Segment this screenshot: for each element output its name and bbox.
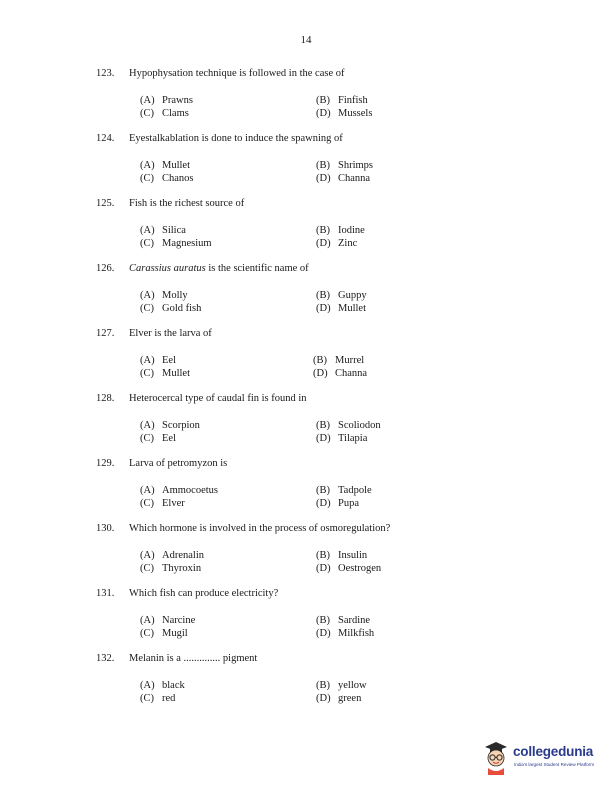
option-d: (D) Zinc: [316, 238, 358, 249]
option-d: (D) green: [316, 693, 362, 704]
question-number: 126.: [96, 263, 115, 274]
option-b: (B) Shrimps: [316, 160, 374, 171]
question-list: [96, 67, 596, 717]
question-127: [96, 327, 596, 392]
student-mascot-icon: [481, 739, 511, 775]
option-d: (D) Mussels: [316, 108, 373, 119]
option-c: (C) red: [140, 693, 176, 704]
brand-tagline: India's largest Student Review Platform: [514, 762, 595, 767]
collegedunia-logo: [481, 739, 606, 775]
option-a: (A) Adrenalin: [140, 550, 204, 561]
question-number: 132.: [96, 653, 115, 664]
option-b: (B) Guppy: [316, 290, 367, 301]
question-text: Melanin is a .............. pigment: [129, 653, 258, 664]
brand-name: collegedunia: [513, 744, 594, 759]
option-c: (C) Eel: [140, 433, 176, 444]
option-b: (B) yellow: [316, 680, 367, 691]
question-128: [96, 392, 596, 457]
question-129: [96, 457, 596, 522]
option-c: (C) Elver: [140, 498, 185, 509]
option-a: (A) Silica: [140, 225, 186, 236]
question-text: Heterocercal type of caudal fin is found in: [129, 393, 307, 404]
question-125: [96, 197, 596, 262]
options: [140, 549, 596, 575]
question-132: [96, 652, 596, 717]
option-c: (C) Chanos: [140, 173, 194, 184]
options: [140, 354, 596, 380]
question-text: Which hormone is involved in the process of osmoregulation?: [129, 523, 391, 534]
option-d: (D) Milkfish: [316, 628, 375, 639]
question-number: 125.: [96, 198, 115, 209]
question-130: [96, 522, 596, 587]
question-text: Elver is the larva of: [129, 328, 212, 339]
option-d: (D) Channa: [313, 368, 368, 379]
option-b: (B) Iodine: [316, 225, 365, 236]
option-b: (B) Sardine: [316, 615, 371, 626]
question-text: Which fish can produce electricity?: [129, 588, 279, 599]
option-c: (C) Mugil: [140, 628, 188, 639]
option-d: (D) Oestrogen: [316, 563, 382, 574]
options: [140, 484, 596, 510]
question-126: [96, 262, 596, 327]
question-number: 127.: [96, 328, 115, 339]
question-number: 131.: [96, 588, 115, 599]
option-b: (B) Scoliodon: [316, 420, 381, 431]
option-a: (A) Ammocoetus: [140, 485, 218, 496]
options: [140, 289, 596, 315]
options: [140, 679, 596, 705]
question-131: [96, 587, 596, 652]
option-c: (C) Clams: [140, 108, 189, 119]
question-number: 130.: [96, 523, 115, 534]
option-b: (B) Murrel: [313, 355, 365, 366]
page-number: 14: [300, 34, 312, 46]
option-c: (C) Mullet: [140, 368, 190, 379]
option-a: (A) Eel: [140, 355, 176, 366]
option-d: (D) Pupa: [316, 498, 359, 509]
option-c: (C) Thyroxin: [140, 563, 202, 574]
options: [140, 224, 596, 250]
option-a: (A) Mullet: [140, 160, 190, 171]
scientific-name: Carassius auratus: [129, 263, 206, 274]
options: [140, 94, 596, 120]
question-text: Fish is the richest source of: [129, 198, 245, 209]
option-d: (D) Mullet: [316, 303, 366, 314]
question-number: 124.: [96, 133, 115, 144]
option-c: (C) Gold fish: [140, 303, 202, 314]
question-text: is the scientific name of: [205, 263, 309, 274]
option-b: (B) Tadpole: [316, 485, 372, 496]
options: [140, 614, 596, 640]
option-b: (B) Insulin: [316, 550, 368, 561]
question-text: Eyestalkablation is done to induce the spawning of: [129, 133, 343, 144]
option-d: (D) Tilapia: [316, 433, 368, 444]
question-123: [96, 67, 596, 132]
question-text: Larva of petromyzon is: [129, 458, 228, 469]
options: [140, 419, 596, 445]
option-a: (A) Molly: [140, 290, 188, 301]
option-a: (A) Narcine: [140, 615, 196, 626]
option-d: (D) Channa: [316, 173, 371, 184]
question-124: [96, 132, 596, 197]
option-b: (B) Finfish: [316, 95, 368, 106]
question-number: 129.: [96, 458, 115, 469]
question-text: Hypophysation technique is followed in the case of: [129, 68, 345, 79]
question-number: 128.: [96, 393, 115, 404]
option-a: (A) black: [140, 680, 185, 691]
option-a: (A) Prawns: [140, 95, 193, 106]
question-number: 123.: [96, 68, 115, 79]
option-a: (A) Scorpion: [140, 420, 200, 431]
options: [140, 159, 596, 185]
option-c: (C) Magnesium: [140, 238, 212, 249]
